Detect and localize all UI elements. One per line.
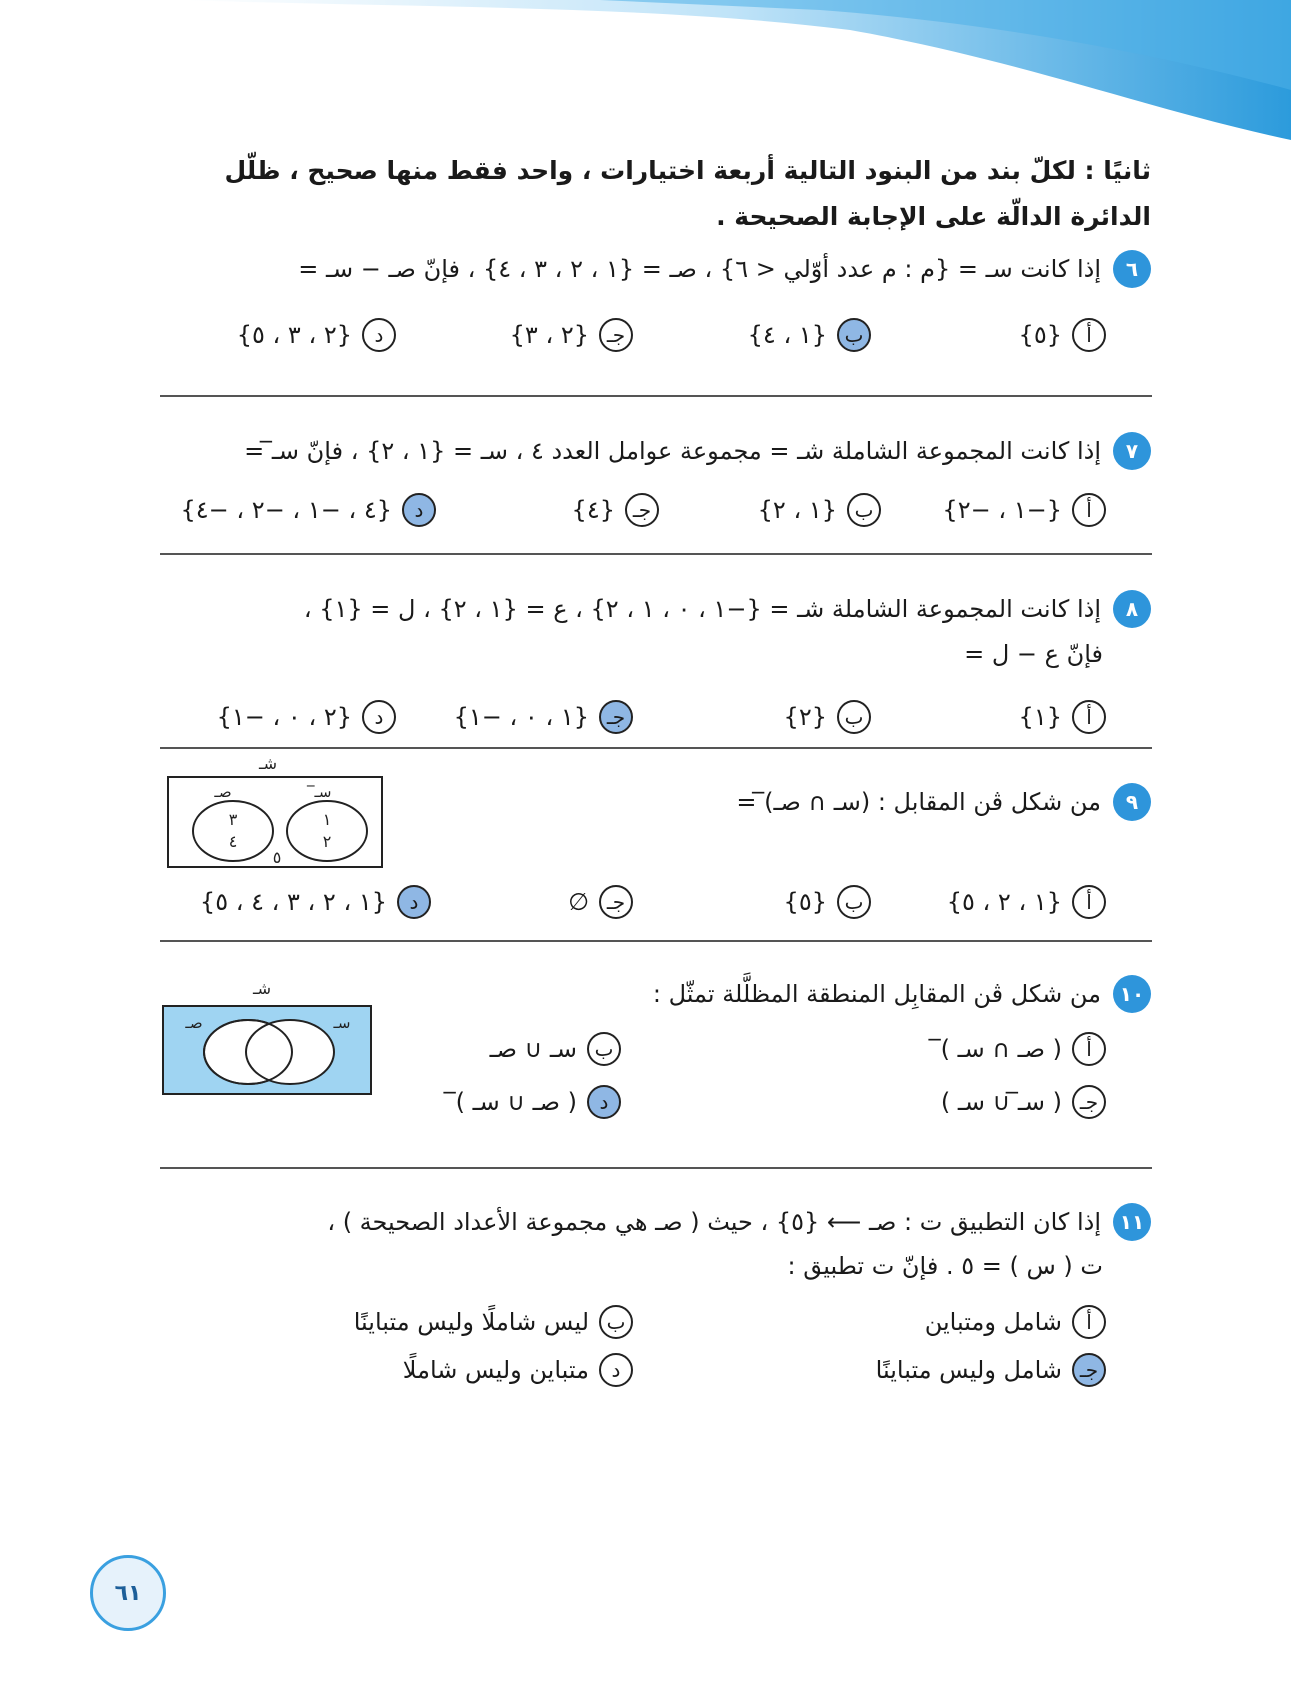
question-number: ١٠ — [1113, 975, 1151, 1013]
option-letter[interactable]: ب — [599, 1305, 633, 1339]
question-text: من شكل ڤن المقابِل المنطقة المظلَّلة تمثّل : — [652, 980, 1101, 1008]
q6-option-c[interactable] — [510, 318, 633, 352]
option-value: {٤} — [571, 496, 615, 524]
q6-option-a[interactable] — [1019, 318, 1106, 352]
header-wave-decoration — [0, 0, 1291, 150]
question-number: ٦ — [1113, 250, 1151, 288]
option-letter[interactable]: د — [362, 700, 396, 734]
question-8-continuation: فإنّ ع − ل = — [964, 640, 1103, 668]
option-letter[interactable]: جـ — [599, 885, 633, 919]
q8-option-d[interactable] — [217, 700, 396, 734]
option-value: سـ ∪ صـ — [489, 1035, 577, 1063]
option-letter[interactable]: أ — [1072, 493, 1106, 527]
question-7 — [244, 432, 1151, 470]
divider — [160, 940, 1152, 942]
question-number: ٧ — [1113, 432, 1151, 470]
divider — [160, 747, 1152, 749]
question-text: من شكل ڤن المقابل : (سـ ∩ صـ)̅ = — [736, 788, 1101, 816]
q9-option-d[interactable] — [200, 885, 431, 919]
option-value: {٥} — [783, 888, 827, 916]
page-number: ٦١ — [90, 1555, 166, 1631]
option-value: {١ ، ٤} — [747, 321, 827, 349]
question-6 — [298, 250, 1151, 288]
venn-right-value-2: ٢ — [322, 832, 332, 851]
option-letter[interactable]: أ — [1072, 1305, 1106, 1339]
divider — [160, 1167, 1152, 1169]
q10-option-d[interactable] — [456, 1085, 621, 1119]
option-value: {١ ، ٢} — [757, 496, 837, 524]
option-letter[interactable]: ب — [587, 1032, 621, 1066]
q11-option-c[interactable] — [876, 1353, 1106, 1387]
q7-option-d[interactable] — [181, 493, 437, 527]
q10-option-b[interactable] — [490, 1032, 621, 1066]
venn-universe-label: شـ — [252, 980, 272, 998]
option-letter[interactable]: ب — [837, 885, 871, 919]
option-value: {٢ ، ٣} — [509, 321, 589, 349]
question-text: إذا كان التطبيق ت : صـ ⟵ {٥} ، حيث ( صـ هي مجموعة الأعداد الصحيحة ) ، — [327, 1208, 1101, 1236]
option-letter[interactable]: د — [599, 1353, 633, 1387]
option-value: ليس شاملًا وليس متباينًا — [353, 1308, 589, 1336]
venn-universe-label: شـ — [258, 755, 278, 773]
option-value: ∅ — [568, 888, 589, 916]
option-letter[interactable]: ب — [837, 318, 871, 352]
venn-diagram-q10 — [160, 980, 376, 1100]
option-value: {٢} — [783, 703, 827, 731]
option-letter[interactable]: أ — [1072, 700, 1106, 734]
question-text: إذا كانت المجموعة الشاملة شـ = مجموعة عوامل العدد ٤ ، سـ = {١ ، ٢} ، فإنّ سـ̅ = — [244, 437, 1101, 465]
question-number: ١١ — [1113, 1203, 1151, 1241]
q10-option-a[interactable] — [941, 1032, 1106, 1066]
question-11-continuation: ت ( س ) = ٥ . فإنّ ت تطبيق : — [787, 1252, 1103, 1280]
option-letter[interactable]: أ — [1072, 885, 1106, 919]
q7-option-a[interactable] — [942, 493, 1106, 527]
option-value: {١ ، ٢ ، ٣ ، ٤ ، ٥} — [199, 888, 387, 916]
option-value: {٢ ، ٠ ، −١} — [216, 703, 352, 731]
option-value: شامل وليس متباينًا — [875, 1356, 1062, 1384]
venn-diagram-q9 — [165, 755, 385, 871]
option-letter[interactable]: ب — [837, 700, 871, 734]
q11-option-d[interactable] — [403, 1353, 633, 1387]
option-letter[interactable]: د — [397, 885, 431, 919]
q6-option-d[interactable] — [237, 318, 396, 352]
question-10 — [653, 975, 1151, 1013]
option-value: {٥} — [1018, 321, 1062, 349]
venn-right-value-1: ١ — [322, 810, 332, 829]
venn-set-right — [246, 1020, 334, 1084]
venn-set-right-label: سـ — [333, 1014, 351, 1032]
option-letter[interactable]: د — [402, 493, 436, 527]
question-9 — [736, 783, 1151, 821]
option-letter[interactable]: جـ — [599, 700, 633, 734]
q8-option-b[interactable] — [784, 700, 871, 734]
option-value: {١ ، ٢ ، ٥} — [946, 888, 1062, 916]
q8-option-a[interactable] — [1019, 700, 1106, 734]
venn-left-value-2: ٤ — [228, 832, 238, 851]
option-letter[interactable]: ب — [847, 493, 881, 527]
venn-left-value-1: ٣ — [228, 810, 238, 829]
option-value: ( سـ̅ ∪ سـ ) — [940, 1088, 1062, 1116]
option-value: {٢ ، ٣ ، ٥} — [236, 321, 352, 349]
q7-option-c[interactable] — [572, 493, 659, 527]
divider — [160, 553, 1152, 555]
venn-set-left-label: صـ — [185, 1014, 203, 1032]
q9-option-a[interactable] — [947, 885, 1106, 919]
question-8 — [304, 590, 1151, 628]
q8-option-c[interactable] — [454, 700, 633, 734]
venn-outside-value: ٥ — [272, 848, 282, 867]
question-text: إذا كانت المجموعة الشاملة شـ = {−١ ، ٠ ، ١ ، ٢} ، ع = {١ ، ٢} ، ل = {١} ، — [303, 595, 1101, 623]
option-letter[interactable]: جـ — [1072, 1085, 1106, 1119]
option-letter[interactable]: أ — [1072, 1032, 1106, 1066]
option-value: شامل ومتباين — [924, 1308, 1062, 1336]
q9-option-c[interactable] — [568, 885, 633, 919]
question-number: ٨ — [1113, 590, 1151, 628]
option-letter[interactable]: جـ — [625, 493, 659, 527]
option-letter[interactable]: جـ — [599, 318, 633, 352]
q11-option-a[interactable] — [925, 1305, 1106, 1339]
option-value: {٤ ، −١ ، −٢ ، −٤} — [180, 496, 392, 524]
q10-option-c[interactable] — [941, 1085, 1106, 1119]
option-value: {١} — [1018, 703, 1062, 731]
venn-set-left-label: صـ — [214, 783, 232, 801]
question-11 — [327, 1203, 1151, 1241]
venn-set-right-label: سـ̅ — [314, 783, 332, 801]
divider — [160, 395, 1152, 397]
option-letter[interactable]: أ — [1072, 318, 1106, 352]
q9-option-b[interactable] — [784, 885, 871, 919]
option-value: {−١ ، −٢} — [942, 496, 1062, 524]
question-text: إذا كانت سـ = {م : م عدد أوّلي < ٦} ، صـ = {١ ، ٢ ، ٣ ، ٤} ، فإنّ صـ − سـ = — [298, 255, 1101, 283]
option-letter[interactable]: د — [587, 1085, 621, 1119]
q7-option-b[interactable] — [758, 493, 881, 527]
option-value: متباين وليس شاملًا — [402, 1356, 589, 1384]
option-value: ( صـ ∩ سـ )̅ — [940, 1035, 1062, 1063]
option-value: {١ ، ٠ ، −١} — [453, 703, 589, 731]
q6-option-b[interactable] — [748, 318, 871, 352]
option-letter[interactable]: د — [362, 318, 396, 352]
q11-option-b[interactable] — [354, 1305, 633, 1339]
question-number: ٩ — [1113, 783, 1151, 821]
option-letter[interactable]: جـ — [1072, 1353, 1106, 1387]
instruction-heading: ثانيًا : لكلّ بند من البنود التالية أربعة اختيارات ، واحد فقط منها صحيح ، ظلّل الدائرة الدالّة على الإجابة الصحيحة . — [224, 156, 1151, 231]
option-value: ( صـ ∪ سـ )̅ — [455, 1088, 577, 1116]
